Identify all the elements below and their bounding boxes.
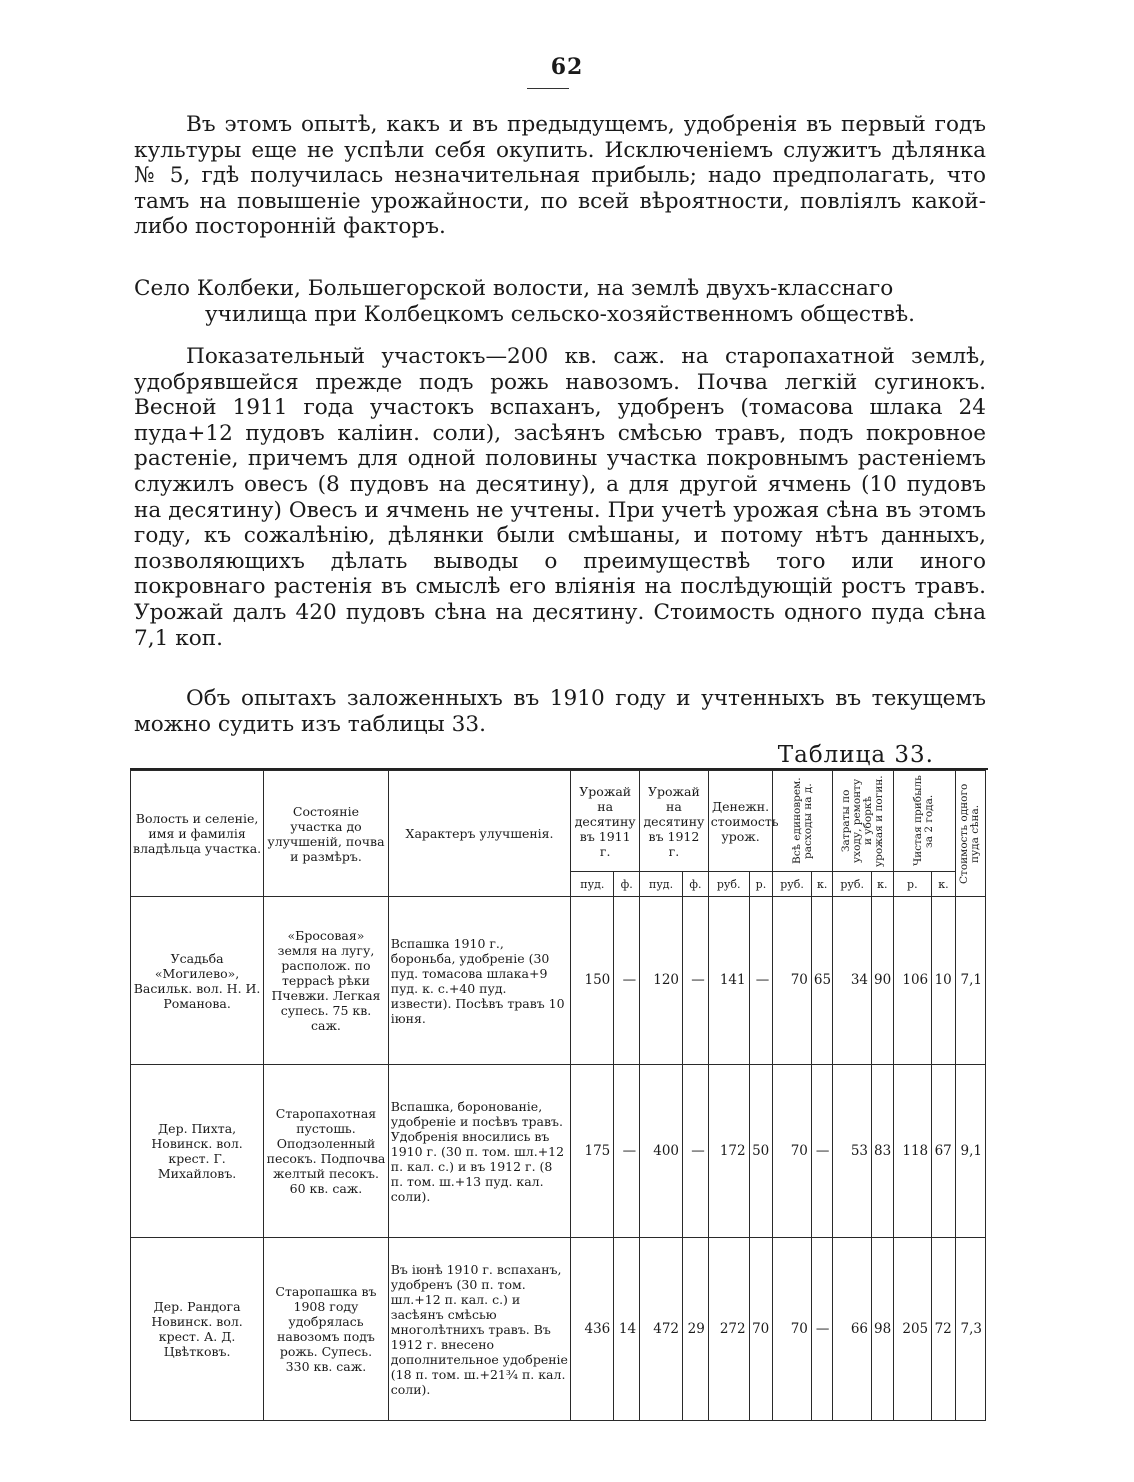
unit-cell: р. [893,872,932,897]
cell-condition: Старопашка въ 1908 году удобрялась навозомъ подъ рожь. Супесь. 330 кв. саж. [264,1238,389,1421]
cell-improvement: Вспашка, боронованіе, удобреніе и посѣвъ травъ. Удобренія вносились въ 1910 г. (30 п. том. шл.+12 п. кал. с.) и въ 1912 г. (8 п. том. ш.+13 пуд. кал. соли). [388,1065,571,1238]
heading [134,276,986,327]
cell-profit-rub: 106 [893,897,932,1065]
heading-line-1: Село Колбеки, Большегорской волости, на землѣ двухъ-класснаго [134,276,894,301]
cell-cost: 9,1 [955,1065,985,1238]
cell-care-kop: 83 [872,1065,893,1238]
cell-yield-1912-f: — [683,1065,709,1238]
cell-condition: Старопахотная пустошь. Оподзоленный песокъ. Подпочва желтый песокъ. 60 кв. саж. [264,1065,389,1238]
cell-yield-1912-pud: 120 [640,897,683,1065]
body-text-bottom [134,686,986,737]
header-improvement: Характеръ улучшенія. [388,771,571,897]
unit-cell: к. [932,872,956,897]
cell-one-time-kop: 65 [811,897,832,1065]
cell-profit-kop: 67 [932,1065,956,1238]
cell-care-rub: 66 [833,1238,872,1421]
cell-yield-1911-pud: 436 [571,1238,614,1421]
cell-care-rub: 34 [833,897,872,1065]
cell-owner: Дер. Рандога Новинск. вол. крест. А. Д. Цвѣтковъ. [131,1238,264,1421]
paragraph-1: Въ этомъ опытѣ, какъ и въ предыдущемъ, удобренія въ первый годъ культуры еще не успѣли себя окупить. Исключеніемъ служитъ дѣлянка № 5, гдѣ получилась незначительная прибыль; надо предполагать, что тамъ на повышеніе урожайности, по всей вѣроятности, повліялъ какой-либо посторонній факторъ. [134,112,986,240]
table-row [131,897,986,1065]
cell-profit-kop: 10 [932,897,956,1065]
cell-improvement: Въ іюнѣ 1910 г. вспаханъ, удобренъ (30 п. том. шл.+12 п. кал. с.) и засѣянъ смѣсью многолѣтнихъ травъ. Въ 1912 г. внесено дополнительное удобреніе (18 п. том. ш.+21¾ п. кал. соли). [388,1238,571,1421]
unit-cell: пуд. [640,872,683,897]
unit-cell: руб. [773,872,812,897]
cell-one-time-kop: — [811,1238,832,1421]
cell-care-kop: 90 [872,897,893,1065]
cell-yield-1911-f: 14 [614,1238,640,1421]
header-condition: Состояніе участка до улучшеній, почва и размѣръ. [264,771,389,897]
cell-one-time-rub: 70 [773,1065,812,1238]
cell-one-time-rub: 70 [773,1238,812,1421]
cell-yield-1911-f: — [614,1065,640,1238]
header-yield-1912: Урожай на десятину въ 1912 г. [640,771,709,872]
cell-owner: Усадьба «Могилево», Васильк. вол. Н. И. Романова. [131,897,264,1065]
unit-cell: пуд. [571,872,614,897]
cell-value-rub: 272 [708,1238,749,1421]
unit-cell: р. [749,872,773,897]
header-yield-1911: Урожай на десятину въ 1911 г. [571,771,640,872]
unit-cell: к. [872,872,893,897]
heading-line-2: училища при Колбецкомъ сельско-хозяйственномъ обществѣ. [204,301,916,327]
cell-condition: «Бросовая» земля на лугу, располож. по террасѣ рѣки Пчевжи. Легкая супесь. 75 кв. саж. [264,897,389,1065]
cell-value-rub: 141 [708,897,749,1065]
paragraph-3: Объ опытахъ заложенныхъ въ 1910 году и учтенныхъ въ текущемъ можно судить изъ таблицы 33. [134,686,986,737]
cell-care-kop: 98 [872,1238,893,1421]
cell-yield-1912-f: — [683,897,709,1065]
cell-yield-1911-pud: 150 [571,897,614,1065]
cell-yield-1912-pud: 400 [640,1065,683,1238]
unit-cell: руб. [833,872,872,897]
header-profit [893,771,955,872]
unit-cell: руб. [708,872,749,897]
cell-improvement: Вспашка 1910 г., бороньба, удобреніе (30 пуд. томасова шлака+9 пуд. к. с.+40 пуд. извести). Посѣвъ травъ 10 іюня. [388,897,571,1065]
header-cost-text: Стоимость одного пуда сѣна. [958,783,982,884]
section-heading [134,276,986,327]
header-care [833,771,893,872]
cell-care-rub: 53 [833,1065,872,1238]
cell-value-kop: 70 [749,1238,773,1421]
cell-profit-rub: 118 [893,1065,932,1238]
page-number: 62 [550,54,584,80]
unit-cell: ф. [683,872,709,897]
body-text-middle [134,344,986,651]
cell-value-kop: 50 [749,1065,773,1238]
header-one-time [773,771,833,872]
table-row [131,1065,986,1238]
table-row [131,1238,986,1421]
paragraph-2: Показательный участокъ—200 кв. саж. на старопахатной землѣ, удобрявшейся прежде подъ рожь навозомъ. Почва легкій сугинокъ. Весной 1911 года участокъ вспаханъ, удобренъ (томасова шлака 24 пуда+12 пудовъ каліин. соли), засѣянъ смѣсью травъ, подъ покровное растеніе, причемъ для одной половины участка покровнымъ растеніемъ служилъ овесъ (8 пудовъ на десятину), а для другой ячмень (10 пудовъ на десятину) Овесъ и ячмень не учтены. При учетѣ урожая сѣна въ этомъ году, къ сожалѣнію, дѣлянки были смѣшаны, и потому нѣтъ данныхъ, позволяющихъ дѣлать выводы о преимуществѣ того или иного покровнаго растенія въ смыслѣ его вліянія на послѣдующій ростъ травъ. Урожай далъ 420 пудовъ сѣна на десятину. Стоимость одного пуда сѣна 7,1 коп. [134,344,986,651]
cell-one-time-kop: — [811,1065,832,1238]
header-value: Денежн. стоимость урож. [708,771,772,872]
cell-yield-1912-pud: 472 [640,1238,683,1421]
cell-cost: 7,1 [955,897,985,1065]
cell-one-time-rub: 70 [773,897,812,1065]
table-caption: Таблица 33. [777,742,934,768]
body-text-top [134,112,986,240]
cell-value-kop: — [749,897,773,1065]
cell-yield-1911-pud: 175 [571,1065,614,1238]
header-cost [955,771,985,897]
cell-profit-kop: 72 [932,1238,956,1421]
header-profit-text: Чистая прибыль за 2 года. [912,775,936,867]
header-care-text: Затраты по уходу, ремонту и уборкѣ урожая и погин. [839,775,885,867]
unit-cell: к. [811,872,832,897]
header-owner: Волость и селеніе, имя и фамилія владѣльца участка. [131,771,264,897]
header-one-time-text: Всѣ единоврем. расходы на д. [790,777,814,865]
cell-yield-1912-f: 29 [683,1238,709,1421]
cell-cost: 7,3 [955,1238,985,1421]
data-table [130,770,986,1421]
cell-yield-1911-f: — [614,897,640,1065]
unit-cell: ф. [614,872,640,897]
cell-owner: Дер. Пихта, Новинск. вол. крест. Г. Михайловъ. [131,1065,264,1238]
cell-value-rub: 172 [708,1065,749,1238]
page-number-rule [527,88,569,89]
cell-profit-rub: 205 [893,1238,932,1421]
